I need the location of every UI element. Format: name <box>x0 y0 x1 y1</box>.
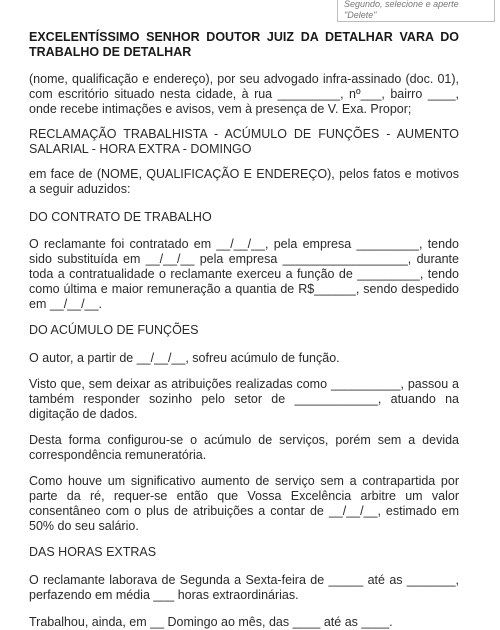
instruction-note <box>337 0 495 22</box>
document-title: EXCELENTÍSSIMO SENHOR DOUTOR JUIZ DA DETALHAR VARA DO TRABALHO DE DETALHAR <box>29 30 459 59</box>
overtime-paragraph-2: Trabalhou, ainda, em __ Domingo ao mês, das ____ até as ____. <box>29 615 393 629</box>
contract-paragraph: O reclamante foi contratado em __/__/__, pela empresa _________, tendo sido substituída em __/__/__ pela empresa __________________, durante toda a contratualidade o reclamante exerceu a função de _________, tendo como última e maior remuneração a quantia de R$______, sendo despedido em __/__/__. <box>29 237 459 311</box>
intro-paragraph: (nome, qualificação e endereço), por seu advogado infra-assinado (doc. 01), com escritório situado nesta cidade, à rua _________, nº___, bairro ____, onde recebe intimações e avisos, vem à presença de V. Exa. Propor; <box>29 72 459 116</box>
accumulation-paragraph-4: Como houve um significativo aumento de serviço sem a contrapartida por parte da ré, requer-se então que Vossa Excelência arbitre um valor consentâneo com o plus de atribuições a contar de __/__/__, estimado em 50% do seu salário. <box>29 474 459 533</box>
document-page <box>29 30 459 630</box>
accumulation-paragraph-3: Desta forma configurou-se o acúmulo de serviços, porém sem a devida correspondência remuneratória. <box>29 433 459 462</box>
instruction-note-line-2: "Delete" <box>344 10 377 20</box>
overtime-paragraph-1: O reclamante laborava de Segunda a Sexta-feira de _____ até as _______, perfazendo em média ___ horas extraordinárias. <box>29 573 459 602</box>
against-paragraph: em face de (NOME, QUALIFICAÇÃO E ENDEREÇO), pelos fatos e motivos a seguir aduzidos: <box>29 167 459 196</box>
accumulation-paragraph-1: O autor, a partir de __/__/__, sofreu acúmulo de função. <box>29 351 340 365</box>
accumulation-paragraph-2: Visto que, sem deixar as atribuições realizadas como __________, passou a também responder sozinho pelo setor de ____________, atuando na digitação de dados. <box>29 377 459 421</box>
section-heading-overtime: DAS HORAS EXTRAS <box>29 545 157 559</box>
section-heading-contract: DO CONTRATO DE TRABALHO <box>29 210 212 224</box>
section-heading-accumulation: DO ACÚMULO DE FUNÇÕES <box>29 323 199 337</box>
action-title: RECLAMAÇÃO TRABALHISTA - ACÚMULO DE FUNÇÕES - AUMENTO SALARIAL - HORA EXTRA - DOMINGO <box>29 127 459 156</box>
instruction-note-line-1: Segundo, selecione e aperte <box>344 0 459 9</box>
